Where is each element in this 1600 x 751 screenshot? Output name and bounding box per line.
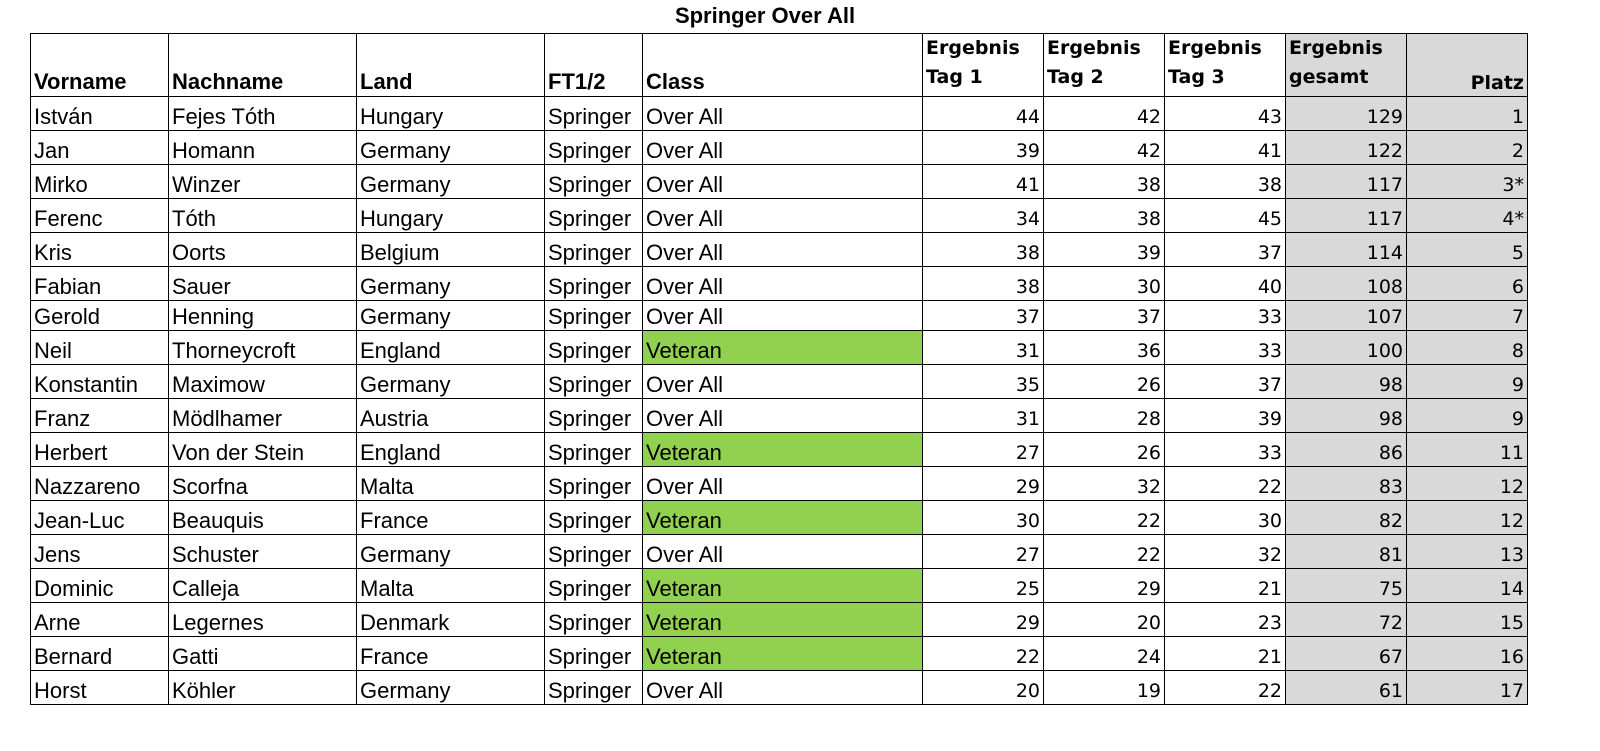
cell-gesamt: 114 [1286,232,1407,266]
cell-land: Malta [357,466,545,500]
cell-ft: Springer [545,164,643,198]
cell-class: Veteran [643,432,923,466]
cell-tag3: 33 [1165,300,1286,330]
cell-ft: Springer [545,534,643,568]
cell-ft: Springer [545,432,643,466]
cell-tag1: 34 [923,198,1044,232]
cell-platz: 7 [1407,300,1528,330]
table-row [31,130,1528,164]
cell-gesamt: 129 [1286,96,1407,130]
cell-tag1: 30 [923,500,1044,534]
cell-tag1: 31 [923,398,1044,432]
cell-ft: Springer [545,500,643,534]
results-table [30,33,1528,705]
cell-land: France [357,636,545,670]
column-header-tag2: Ergebnis Tag 2 [1044,34,1165,97]
cell-vorname: István [31,96,169,130]
cell-tag1: 39 [923,130,1044,164]
cell-tag2: 26 [1044,432,1165,466]
cell-nachname: Winzer [169,164,357,198]
cell-nachname: Oorts [169,232,357,266]
cell-tag3: 32 [1165,534,1286,568]
cell-class: Over All [643,364,923,398]
cell-nachname: Fejes Tóth [169,96,357,130]
cell-gesamt: 108 [1286,266,1407,300]
cell-tag3: 37 [1165,364,1286,398]
table-row [31,198,1528,232]
cell-tag2: 38 [1044,164,1165,198]
cell-tag3: 40 [1165,266,1286,300]
cell-tag2: 22 [1044,534,1165,568]
cell-ft: Springer [545,300,643,330]
cell-gesamt: 72 [1286,602,1407,636]
cell-tag2: 37 [1044,300,1165,330]
cell-land: England [357,330,545,364]
cell-tag1: 27 [923,432,1044,466]
cell-land: Germany [357,364,545,398]
cell-platz: 2 [1407,130,1528,164]
cell-platz: 3* [1407,164,1528,198]
cell-land: France [357,500,545,534]
cell-tag3: 45 [1165,198,1286,232]
cell-vorname: Jens [31,534,169,568]
cell-gesamt: 83 [1286,466,1407,500]
cell-class: Over All [643,130,923,164]
cell-tag3: 30 [1165,500,1286,534]
table-row [31,364,1528,398]
cell-nachname: Scorfna [169,466,357,500]
cell-class: Over All [643,398,923,432]
cell-ft: Springer [545,670,643,704]
cell-nachname: Gatti [169,636,357,670]
cell-nachname: Sauer [169,266,357,300]
cell-nachname: Tóth [169,198,357,232]
cell-vorname: Jean-Luc [31,500,169,534]
cell-land: Denmark [357,602,545,636]
cell-nachname: Maximow [169,364,357,398]
cell-ft: Springer [545,96,643,130]
cell-tag2: 38 [1044,198,1165,232]
cell-ft: Springer [545,198,643,232]
column-header-land: Land [357,34,545,97]
cell-tag3: 33 [1165,330,1286,364]
cell-ft: Springer [545,466,643,500]
cell-platz: 11 [1407,432,1528,466]
table-row [31,398,1528,432]
cell-platz: 6 [1407,266,1528,300]
cell-platz: 17 [1407,670,1528,704]
cell-tag1: 25 [923,568,1044,602]
cell-land: Germany [357,164,545,198]
table-row [31,534,1528,568]
cell-tag2: 28 [1044,398,1165,432]
cell-ft: Springer [545,232,643,266]
cell-class: Over All [643,232,923,266]
cell-class: Veteran [643,636,923,670]
cell-tag3: 33 [1165,432,1286,466]
cell-ft: Springer [545,602,643,636]
cell-gesamt: 100 [1286,330,1407,364]
cell-land: Germany [357,266,545,300]
cell-nachname: Köhler [169,670,357,704]
cell-vorname: Ferenc [31,198,169,232]
table-row [31,432,1528,466]
cell-land: Germany [357,130,545,164]
cell-tag1: 31 [923,330,1044,364]
cell-land: Austria [357,398,545,432]
cell-land: Hungary [357,96,545,130]
column-header-vorname: Vorname [31,34,169,97]
cell-tag3: 21 [1165,636,1286,670]
table-row [31,636,1528,670]
cell-platz: 13 [1407,534,1528,568]
table-row [31,568,1528,602]
cell-class: Over All [643,198,923,232]
cell-platz: 8 [1407,330,1528,364]
table-row [31,300,1528,330]
cell-ft: Springer [545,130,643,164]
cell-gesamt: 61 [1286,670,1407,704]
cell-nachname: Von der Stein [169,432,357,466]
column-header-tag3: Ergebnis Tag 3 [1165,34,1286,97]
cell-tag1: 29 [923,602,1044,636]
cell-tag3: 22 [1165,670,1286,704]
cell-tag1: 22 [923,636,1044,670]
cell-platz: 5 [1407,232,1528,266]
cell-gesamt: 82 [1286,500,1407,534]
cell-gesamt: 117 [1286,198,1407,232]
cell-vorname: Bernard [31,636,169,670]
cell-class: Over All [643,300,923,330]
cell-land: Hungary [357,198,545,232]
cell-tag3: 23 [1165,602,1286,636]
cell-tag2: 36 [1044,330,1165,364]
cell-ft: Springer [545,364,643,398]
cell-tag1: 38 [923,266,1044,300]
cell-platz: 14 [1407,568,1528,602]
table-row [31,96,1528,130]
cell-tag1: 29 [923,466,1044,500]
cell-nachname: Mödlhamer [169,398,357,432]
cell-nachname: Calleja [169,568,357,602]
cell-gesamt: 98 [1286,364,1407,398]
cell-platz: 12 [1407,500,1528,534]
cell-platz: 15 [1407,602,1528,636]
column-header-gesamt: Ergebnis gesamt [1286,34,1407,97]
cell-tag1: 44 [923,96,1044,130]
cell-tag1: 20 [923,670,1044,704]
cell-tag3: 41 [1165,130,1286,164]
cell-nachname: Henning [169,300,357,330]
column-header-ft: FT1/2 [545,34,643,97]
cell-vorname: Fabian [31,266,169,300]
cell-tag1: 35 [923,364,1044,398]
cell-vorname: Herbert [31,432,169,466]
cell-tag2: 39 [1044,232,1165,266]
cell-class: Over All [643,466,923,500]
cell-tag1: 27 [923,534,1044,568]
table-row [31,164,1528,198]
cell-gesamt: 98 [1286,398,1407,432]
cell-class: Veteran [643,500,923,534]
cell-platz: 12 [1407,466,1528,500]
cell-gesamt: 86 [1286,432,1407,466]
table-row [31,466,1528,500]
cell-tag2: 24 [1044,636,1165,670]
cell-nachname: Homann [169,130,357,164]
cell-nachname: Thorneycroft [169,330,357,364]
cell-tag3: 21 [1165,568,1286,602]
cell-vorname: Franz [31,398,169,432]
cell-gesamt: 117 [1286,164,1407,198]
table-body [31,96,1528,704]
cell-land: Germany [357,300,545,330]
cell-nachname: Schuster [169,534,357,568]
cell-nachname: Beauquis [169,500,357,534]
cell-tag3: 43 [1165,96,1286,130]
cell-ft: Springer [545,398,643,432]
cell-tag2: 22 [1044,500,1165,534]
cell-gesamt: 122 [1286,130,1407,164]
cell-vorname: Gerold [31,300,169,330]
cell-class: Over All [643,534,923,568]
cell-tag2: 20 [1044,602,1165,636]
cell-gesamt: 107 [1286,300,1407,330]
column-header-class: Class [643,34,923,97]
cell-land: Germany [357,534,545,568]
cell-land: Belgium [357,232,545,266]
cell-tag1: 37 [923,300,1044,330]
cell-gesamt: 75 [1286,568,1407,602]
cell-vorname: Konstantin [31,364,169,398]
cell-platz: 1 [1407,96,1528,130]
cell-vorname: Mirko [31,164,169,198]
cell-tag3: 37 [1165,232,1286,266]
cell-land: Malta [357,568,545,602]
cell-tag3: 38 [1165,164,1286,198]
cell-vorname: Arne [31,602,169,636]
column-header-nachname: Nachname [169,34,357,97]
cell-platz: 9 [1407,364,1528,398]
table-row [31,330,1528,364]
cell-tag2: 26 [1044,364,1165,398]
cell-vorname: Kris [31,232,169,266]
cell-tag3: 22 [1165,466,1286,500]
cell-land: Germany [357,670,545,704]
table-row [31,500,1528,534]
cell-platz: 9 [1407,398,1528,432]
cell-ft: Springer [545,266,643,300]
table-row [31,266,1528,300]
cell-tag1: 41 [923,164,1044,198]
cell-vorname: Dominic [31,568,169,602]
cell-class: Veteran [643,568,923,602]
cell-class: Over All [643,96,923,130]
cell-tag2: 30 [1044,266,1165,300]
cell-vorname: Nazzareno [31,466,169,500]
sheet-title: Springer Over All [674,3,856,28]
cell-tag2: 42 [1044,96,1165,130]
cell-tag2: 29 [1044,568,1165,602]
table-row [31,232,1528,266]
cell-class: Veteran [643,330,923,364]
cell-tag3: 39 [1165,398,1286,432]
cell-land: England [357,432,545,466]
column-header-platz: Platz [1407,34,1528,97]
cell-gesamt: 67 [1286,636,1407,670]
cell-tag2: 32 [1044,466,1165,500]
cell-ft: Springer [545,568,643,602]
cell-gesamt: 81 [1286,534,1407,568]
cell-tag2: 42 [1044,130,1165,164]
cell-ft: Springer [545,636,643,670]
cell-vorname: Neil [31,330,169,364]
cell-class: Over All [643,266,923,300]
cell-vorname: Jan [31,130,169,164]
cell-nachname: Legernes [169,602,357,636]
cell-tag1: 38 [923,232,1044,266]
table-row [31,670,1528,704]
cell-platz: 4* [1407,198,1528,232]
cell-ft: Springer [545,330,643,364]
cell-class: Over All [643,670,923,704]
header-row [31,34,1528,97]
cell-class: Veteran [643,602,923,636]
cell-platz: 16 [1407,636,1528,670]
cell-vorname: Horst [31,670,169,704]
cell-tag2: 19 [1044,670,1165,704]
cell-class: Over All [643,164,923,198]
table-row [31,602,1528,636]
column-header-tag1: Ergebnis Tag 1 [923,34,1044,97]
